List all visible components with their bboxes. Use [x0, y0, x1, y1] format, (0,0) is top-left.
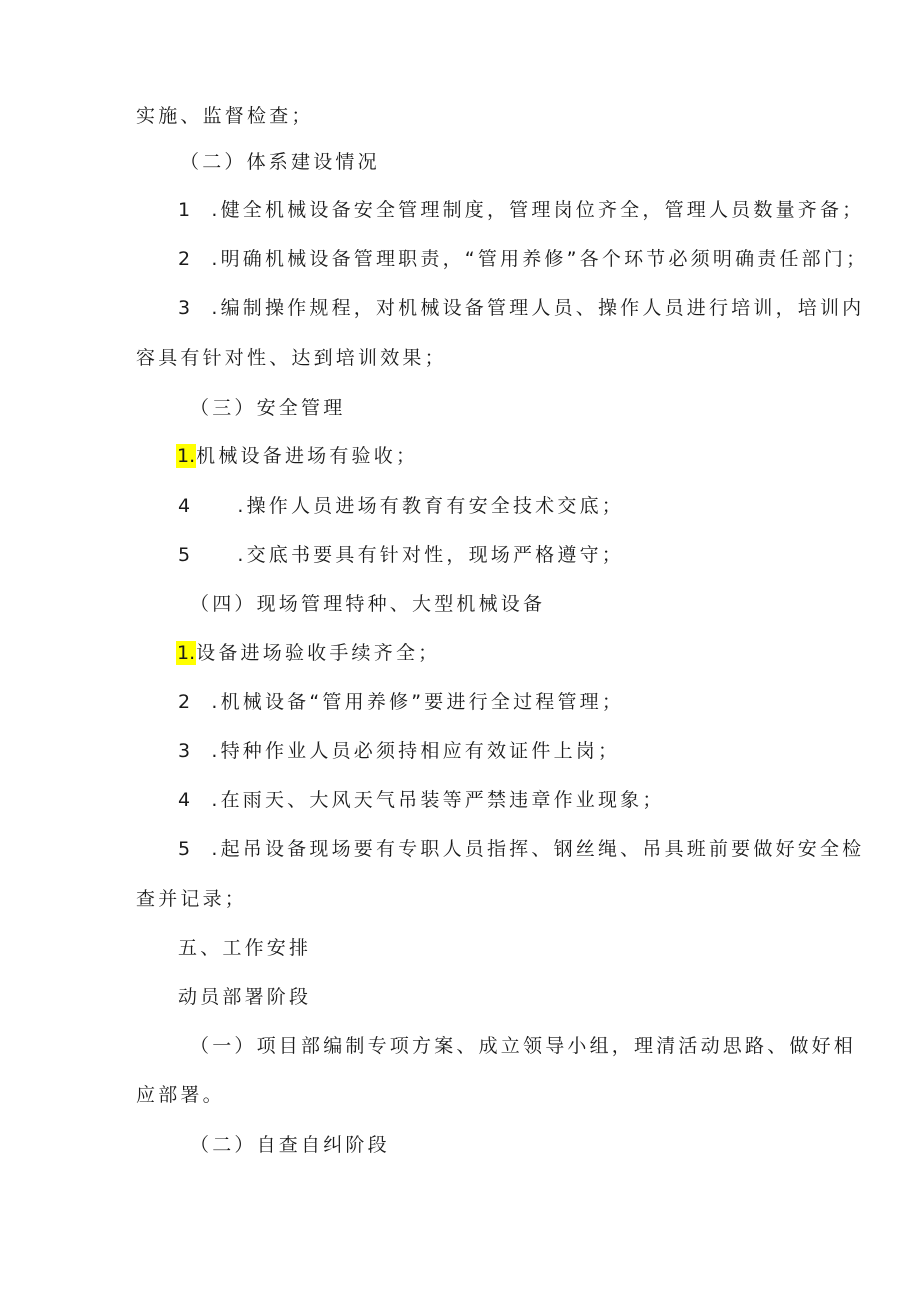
heading-text: （二）体系建设情况: [180, 151, 380, 173]
item-number: 5: [178, 838, 191, 860]
item-text: .健全机械设备安全管理制度，管理岗位齐全，管理人员数量齐备；: [211, 199, 865, 221]
list-item: [178, 296, 864, 320]
item-text: .机械设备“管用养修”要进行全过程管理；: [211, 691, 625, 713]
list-item: [178, 494, 624, 518]
section-heading: [178, 936, 311, 960]
item-number: 3: [178, 297, 191, 319]
list-item: [178, 788, 665, 812]
item-text: .在雨天、大风天气吊装等严禁违章作业现象；: [211, 789, 665, 811]
text-line: [136, 104, 314, 128]
list-item: [178, 198, 864, 222]
text-line: [190, 1034, 856, 1058]
line-text: 容具有针对性、达到培训效果；: [136, 347, 447, 369]
list-item: [176, 444, 418, 468]
item-text: .特种作业人员必须持相应有效证件上岗；: [211, 740, 621, 762]
heading-text: 动员部署阶段: [178, 986, 312, 1008]
list-item: [178, 739, 620, 763]
item-text: .明确机械设备管理职责，“管用养修”各个环节必须明确责任部门；: [211, 248, 869, 270]
line-text: 查并记录；: [136, 888, 248, 910]
line-text: 实施、监督检查；: [136, 105, 314, 127]
text-line: [136, 1083, 225, 1107]
item-text: 设备进场验收手续齐全；: [196, 642, 441, 664]
heading-text: （三）安全管理: [190, 397, 346, 419]
list-item: [178, 690, 624, 714]
heading-text: 五、工作安排: [178, 937, 312, 959]
heading-text: （四）现场管理特种、大型机械设备: [190, 593, 546, 615]
section-heading: [180, 150, 380, 174]
list-item: [178, 247, 868, 271]
item-number: 5: [178, 544, 191, 566]
text-line: [136, 887, 247, 911]
item-text: 机械设备进场有验收；: [196, 445, 419, 467]
item-number: 4: [178, 789, 191, 811]
item-number: 4: [178, 495, 191, 517]
item-number: 2: [178, 248, 191, 270]
item-text: .操作人员进场有教育有安全技术交底；: [237, 495, 624, 517]
item-text: .起吊设备现场要有专职人员指挥、钢丝绳、吊具班前要做好安全检: [211, 838, 865, 860]
line-text: （一）项目部编制专项方案、成立领导小组，理清活动思路、做好相: [190, 1035, 857, 1057]
section-heading: [178, 985, 311, 1009]
list-item: [176, 641, 440, 665]
section-heading: [190, 396, 345, 420]
section-heading: [190, 592, 545, 616]
item-text: .编制操作规程，对机械设备管理人员、操作人员进行培训，培训内: [211, 297, 865, 319]
text-line: [136, 346, 447, 370]
line-text: 应部署。: [136, 1084, 225, 1106]
list-item: [178, 837, 864, 861]
highlighted-item-number: 1.: [177, 445, 196, 467]
item-number: 2: [178, 691, 191, 713]
item-number: 3: [178, 740, 191, 762]
heading-text: （二）自查自纠阶段: [190, 1134, 390, 1156]
item-text: .交底书要具有针对性，现场严格遵守；: [237, 544, 624, 566]
item-number: 1: [178, 199, 191, 221]
highlighted-item-number: 1.: [177, 642, 196, 664]
section-heading: [190, 1133, 390, 1157]
list-item: [178, 543, 624, 567]
